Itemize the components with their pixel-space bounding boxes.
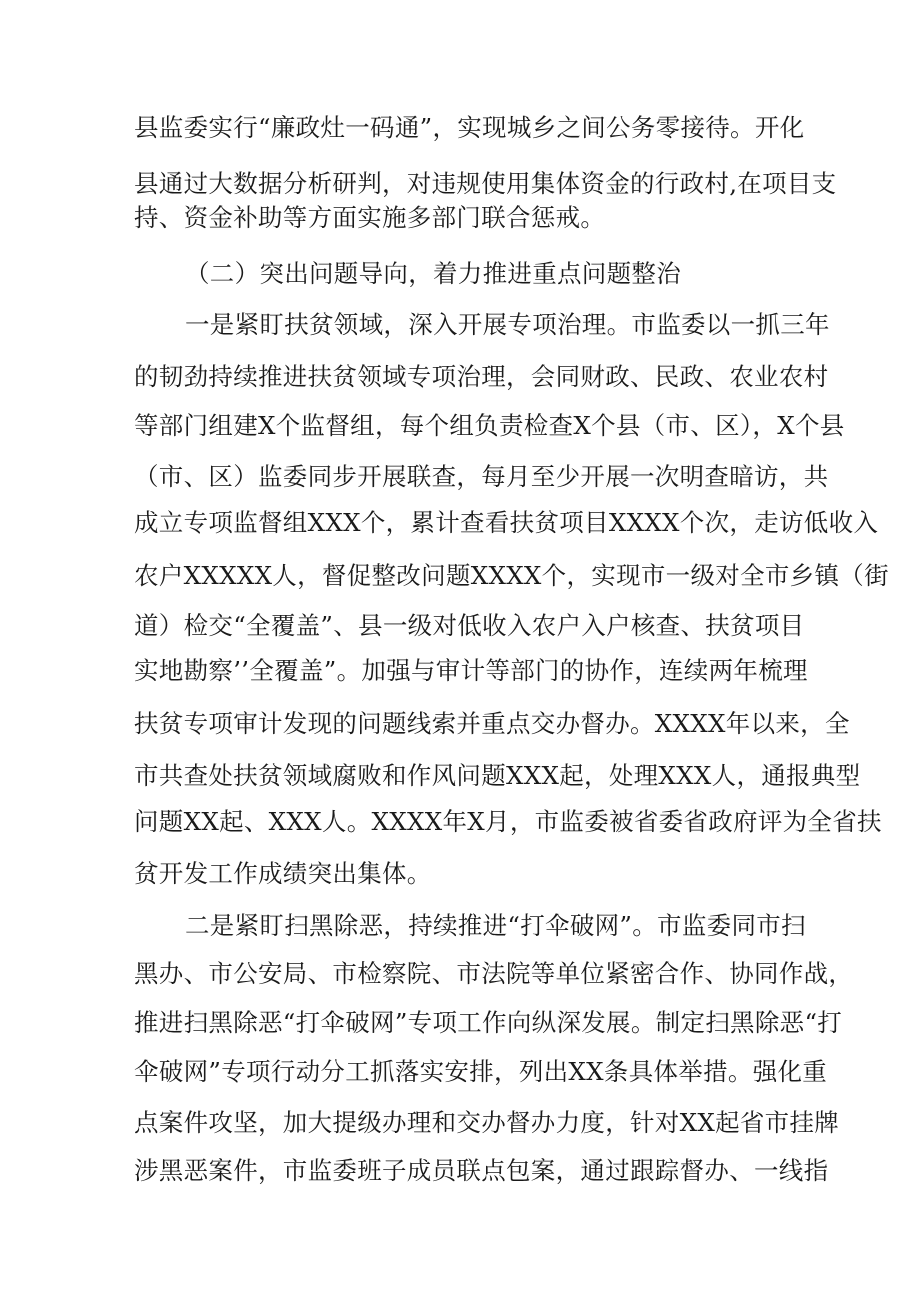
section-heading: （二）突出问题导向，着力推进重点问题整治 xyxy=(185,259,681,288)
text-line-16: 贫开发工作成绩突出集体。 xyxy=(134,859,432,888)
text-line-20: 伞破网”专项行动分工抓落实安排，列出XX条具体举措。强化重 xyxy=(134,1057,828,1086)
text-line-10: 农户XXXXX人，督促整改问题XXXX个，实现市一级对全市乡镇（街 xyxy=(134,561,889,590)
text-line-18: 黑办、市公安局、市检察院、市法院等单位紧密合作、协同作战， xyxy=(134,959,854,988)
text-line-5: 一是紧盯扶贫领域，深入开展专项治理。市监委以一抓三年 xyxy=(185,310,830,339)
text-line-17: 二是紧盯扫黑除恶，持续推进“打伞破网”。市监委同市扫 xyxy=(185,911,806,940)
text-line-2: 县通过大数据分析研判，对违规使用集体资金的行政村,在项目支 xyxy=(134,169,837,198)
text-line-6: 的韧劲持续推进扶贫领域专项治理，会同财政、民政、农业农村 xyxy=(134,362,829,391)
text-line-21: 点案件攻坚，加大提级办理和交办督办力度，针对XX起省市挂牌 xyxy=(134,1108,840,1137)
text-line-13: 扶贫专项审计发现的问题线索并重点交办督办。XXXX年以来，全 xyxy=(134,709,850,738)
text-line-22: 涉黑恶案件，市监委班子成员联点包案，通过跟踪督办、一线指 xyxy=(134,1156,829,1185)
text-line-7: 等部门组建X个监督组，每个组负责检查X个县（市、区），X个县 xyxy=(134,411,845,440)
text-line-3: 持、资金补助等方面实施多部门联合惩戒。 xyxy=(134,203,606,232)
text-line-11: 道）检交“全覆盖”、县一级对低收入农户入户核查、扶贫项目 xyxy=(134,611,805,640)
text-line-12: 实地勘察’’全覆盖”。加强与审计等部门的协作，连续两年梳理 xyxy=(134,656,808,685)
text-line-19: 推进扫黑除恶“打伞破网”专项工作向纵深发展。制定扫黑除恶“打 xyxy=(134,1008,843,1037)
text-line-1: 县监委实行“廉政灶一码通”，实现城乡之间公务零接待。开化 xyxy=(134,113,805,142)
text-line-14: 市共查处扶贫领域腐败和作风问题XXX起，处理XXX人，通报典型 xyxy=(134,761,861,790)
text-line-15: 问题XX起、XXX人。XXXX年X月，市监委被省委省政府评为全省扶 xyxy=(134,807,882,836)
text-line-8: （市、区）监委同步开展联查，每月至少开展一次明查暗访，共 xyxy=(134,462,829,491)
text-line-9: 成立专项监督组XXX个，累计查看扶贫项目XXXX个次，走访低收入 xyxy=(134,508,879,537)
